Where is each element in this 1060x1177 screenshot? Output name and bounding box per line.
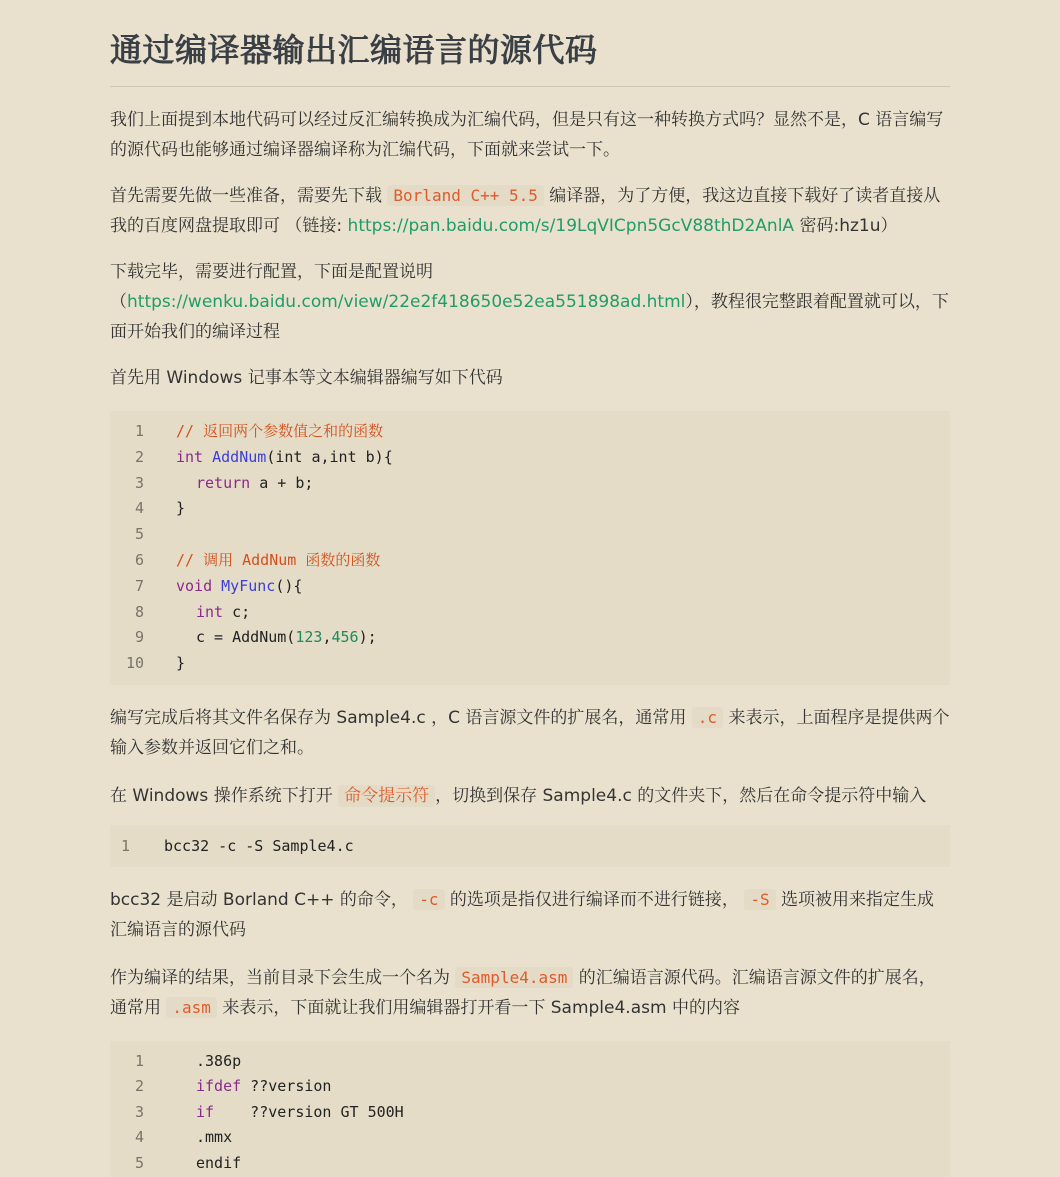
baidu-pan-link[interactable]: https://pan.baidu.com/s/19LqVICpn5GcV88thD2AnlA	[347, 216, 795, 236]
ext-c-chip: .c	[692, 707, 723, 728]
code-line	[110, 522, 950, 548]
line-number: 3	[134, 473, 144, 492]
code-text: .mmx	[196, 1128, 233, 1147]
title-divider	[110, 86, 950, 87]
code-block-command	[110, 825, 950, 867]
asm-file-chip: Sample4.asm	[455, 967, 573, 988]
code-comment: // 返回两个参数值之和的函数	[176, 422, 384, 440]
line-number: 5	[134, 1153, 144, 1172]
code-line	[110, 833, 950, 859]
code-line	[110, 600, 950, 626]
code-line	[110, 1049, 950, 1075]
ext-asm-chip: .asm	[166, 997, 217, 1018]
paragraph-cmd	[110, 781, 950, 811]
code-keyword: return	[196, 473, 251, 492]
code-line	[110, 445, 950, 471]
page-title: 通过编译器输出汇编语言的源代码	[110, 31, 598, 69]
line-number: 4	[134, 1128, 144, 1147]
line-number: 5	[134, 525, 144, 544]
line-number: 2	[134, 1077, 144, 1096]
para7-after: 选项被用来指定生成汇编语言的源代码	[110, 889, 935, 940]
code-text: bcc32 -c -S Sample4.c	[164, 836, 354, 855]
code-keyword: ifdef	[196, 1077, 242, 1096]
para7-middle: 的选项是指仅进行编译而不进行链接，	[444, 889, 745, 910]
line-number: 1	[120, 836, 130, 855]
para6-after: ，切换到保存 Sample4.c 的文件夹下，然后在命令提示符中输入	[435, 785, 927, 806]
code-line	[110, 419, 950, 445]
code-line	[110, 1100, 950, 1126]
line-number: 3	[134, 1102, 144, 1121]
para8-after: 来表示，下面就让我们用编辑器打开看一下 Sample4.asm 中的内容	[216, 997, 740, 1018]
paragraph-save-file	[110, 703, 950, 763]
line-number: 4	[134, 499, 144, 518]
wenku-link[interactable]: https://wenku.baidu.com/view/22e2f418650e52ea551898ad.html	[127, 292, 686, 312]
option-c-chip: -c	[413, 889, 444, 910]
para2-after: 密码:hz1u）	[794, 216, 898, 236]
option-s-chip: -S	[744, 889, 775, 910]
para2-before: 首先需要先做一些准备，需要先下载	[110, 186, 388, 206]
code-text: ??version GT 500H	[214, 1102, 404, 1121]
code-text: (int a,int b){	[266, 447, 393, 466]
code-line	[110, 471, 950, 497]
para6-before: 在 Windows 操作系统下打开	[110, 785, 339, 806]
paragraph-asm-result	[110, 963, 950, 1023]
para5-after: 来表示，上面程序是提供两个输入参数并返回它们之和。	[110, 707, 950, 758]
code-text: ??version	[241, 1077, 332, 1096]
code-function: AddNum	[212, 447, 267, 466]
code-line	[110, 625, 950, 651]
line-number: 1	[134, 1051, 144, 1070]
line-number: 9	[134, 628, 144, 647]
paragraph-bcc32	[110, 885, 950, 945]
paragraph-download	[110, 181, 950, 241]
para7-before: bcc32 是启动 Borland C++ 的命令，	[110, 889, 414, 910]
code-comment: // 调用 AddNum 函数的函数	[176, 550, 381, 569]
code-function: MyFunc	[221, 576, 276, 595]
code-line	[110, 1125, 950, 1151]
paragraph-config	[110, 257, 950, 347]
paragraph-intro: 我们上面提到本地代码可以经过反汇编转换成为汇编代码，但是只有这一种转换方式吗？显然不是，C 语言编写的源代码也能够通过编译器编译称为汇编代码，下面就来尝试一下。	[110, 110, 944, 160]
code-text: (){	[275, 576, 303, 595]
code-block-asm	[110, 1041, 950, 1177]
code-type: int	[176, 447, 204, 466]
code-line	[110, 1074, 950, 1100]
paragraph-write-code: 首先用 Windows 记事本等文本编辑器编写如下代码	[110, 368, 503, 388]
code-line	[110, 1151, 950, 1177]
borland-chip: Borland C++ 5.5	[387, 185, 544, 206]
code-text: endif	[196, 1153, 242, 1172]
code-text: .386p	[196, 1051, 242, 1070]
para3-before: 下载完毕，需要进行配置，下面是配置说明 （	[110, 262, 433, 312]
article	[110, 0, 950, 1177]
para2-middle: 编译器，为了方便，我这边直接下载好了读者直接从我的百度网盘提取即可 （链接:	[110, 186, 941, 236]
code-line	[110, 496, 950, 522]
line-number: 10	[125, 654, 144, 673]
code-number: 123	[295, 628, 323, 647]
code-text: }	[176, 654, 186, 673]
para8-before: 作为编译的结果，当前目录下会生成一个名为	[110, 967, 456, 988]
para5-before: 编写完成后将其文件名保存为 Sample4.c ，C 语言源文件的扩展名，通常用	[110, 707, 692, 728]
code-line	[110, 548, 950, 574]
cmd-prompt-chip: 命令提示符	[338, 785, 435, 807]
code-block-c	[110, 411, 950, 685]
code-type: int	[196, 602, 224, 621]
line-number: 8	[134, 602, 144, 621]
para3-after: ），教程很完整跟着配置就可以，下面开始我们的编译过程	[110, 292, 949, 342]
code-number: 456	[331, 628, 359, 647]
line-number: 6	[134, 550, 144, 569]
code-text: c;	[223, 602, 251, 621]
code-text: a + b;	[250, 473, 314, 492]
code-line	[110, 574, 950, 600]
para8-middle: 的汇编语言源代码。汇编语言源文件的扩展名，通常用	[110, 967, 936, 1018]
line-number: 7	[134, 576, 144, 595]
code-type: void	[176, 576, 213, 595]
code-text: ,	[322, 628, 332, 647]
code-text: );	[358, 628, 377, 647]
line-number: 1	[134, 422, 144, 440]
line-number: 2	[134, 447, 144, 466]
code-text: }	[176, 499, 186, 518]
code-line	[110, 651, 950, 677]
code-text: c = AddNum(	[196, 628, 296, 647]
code-keyword: if	[196, 1102, 215, 1121]
code-text	[144, 522, 176, 548]
